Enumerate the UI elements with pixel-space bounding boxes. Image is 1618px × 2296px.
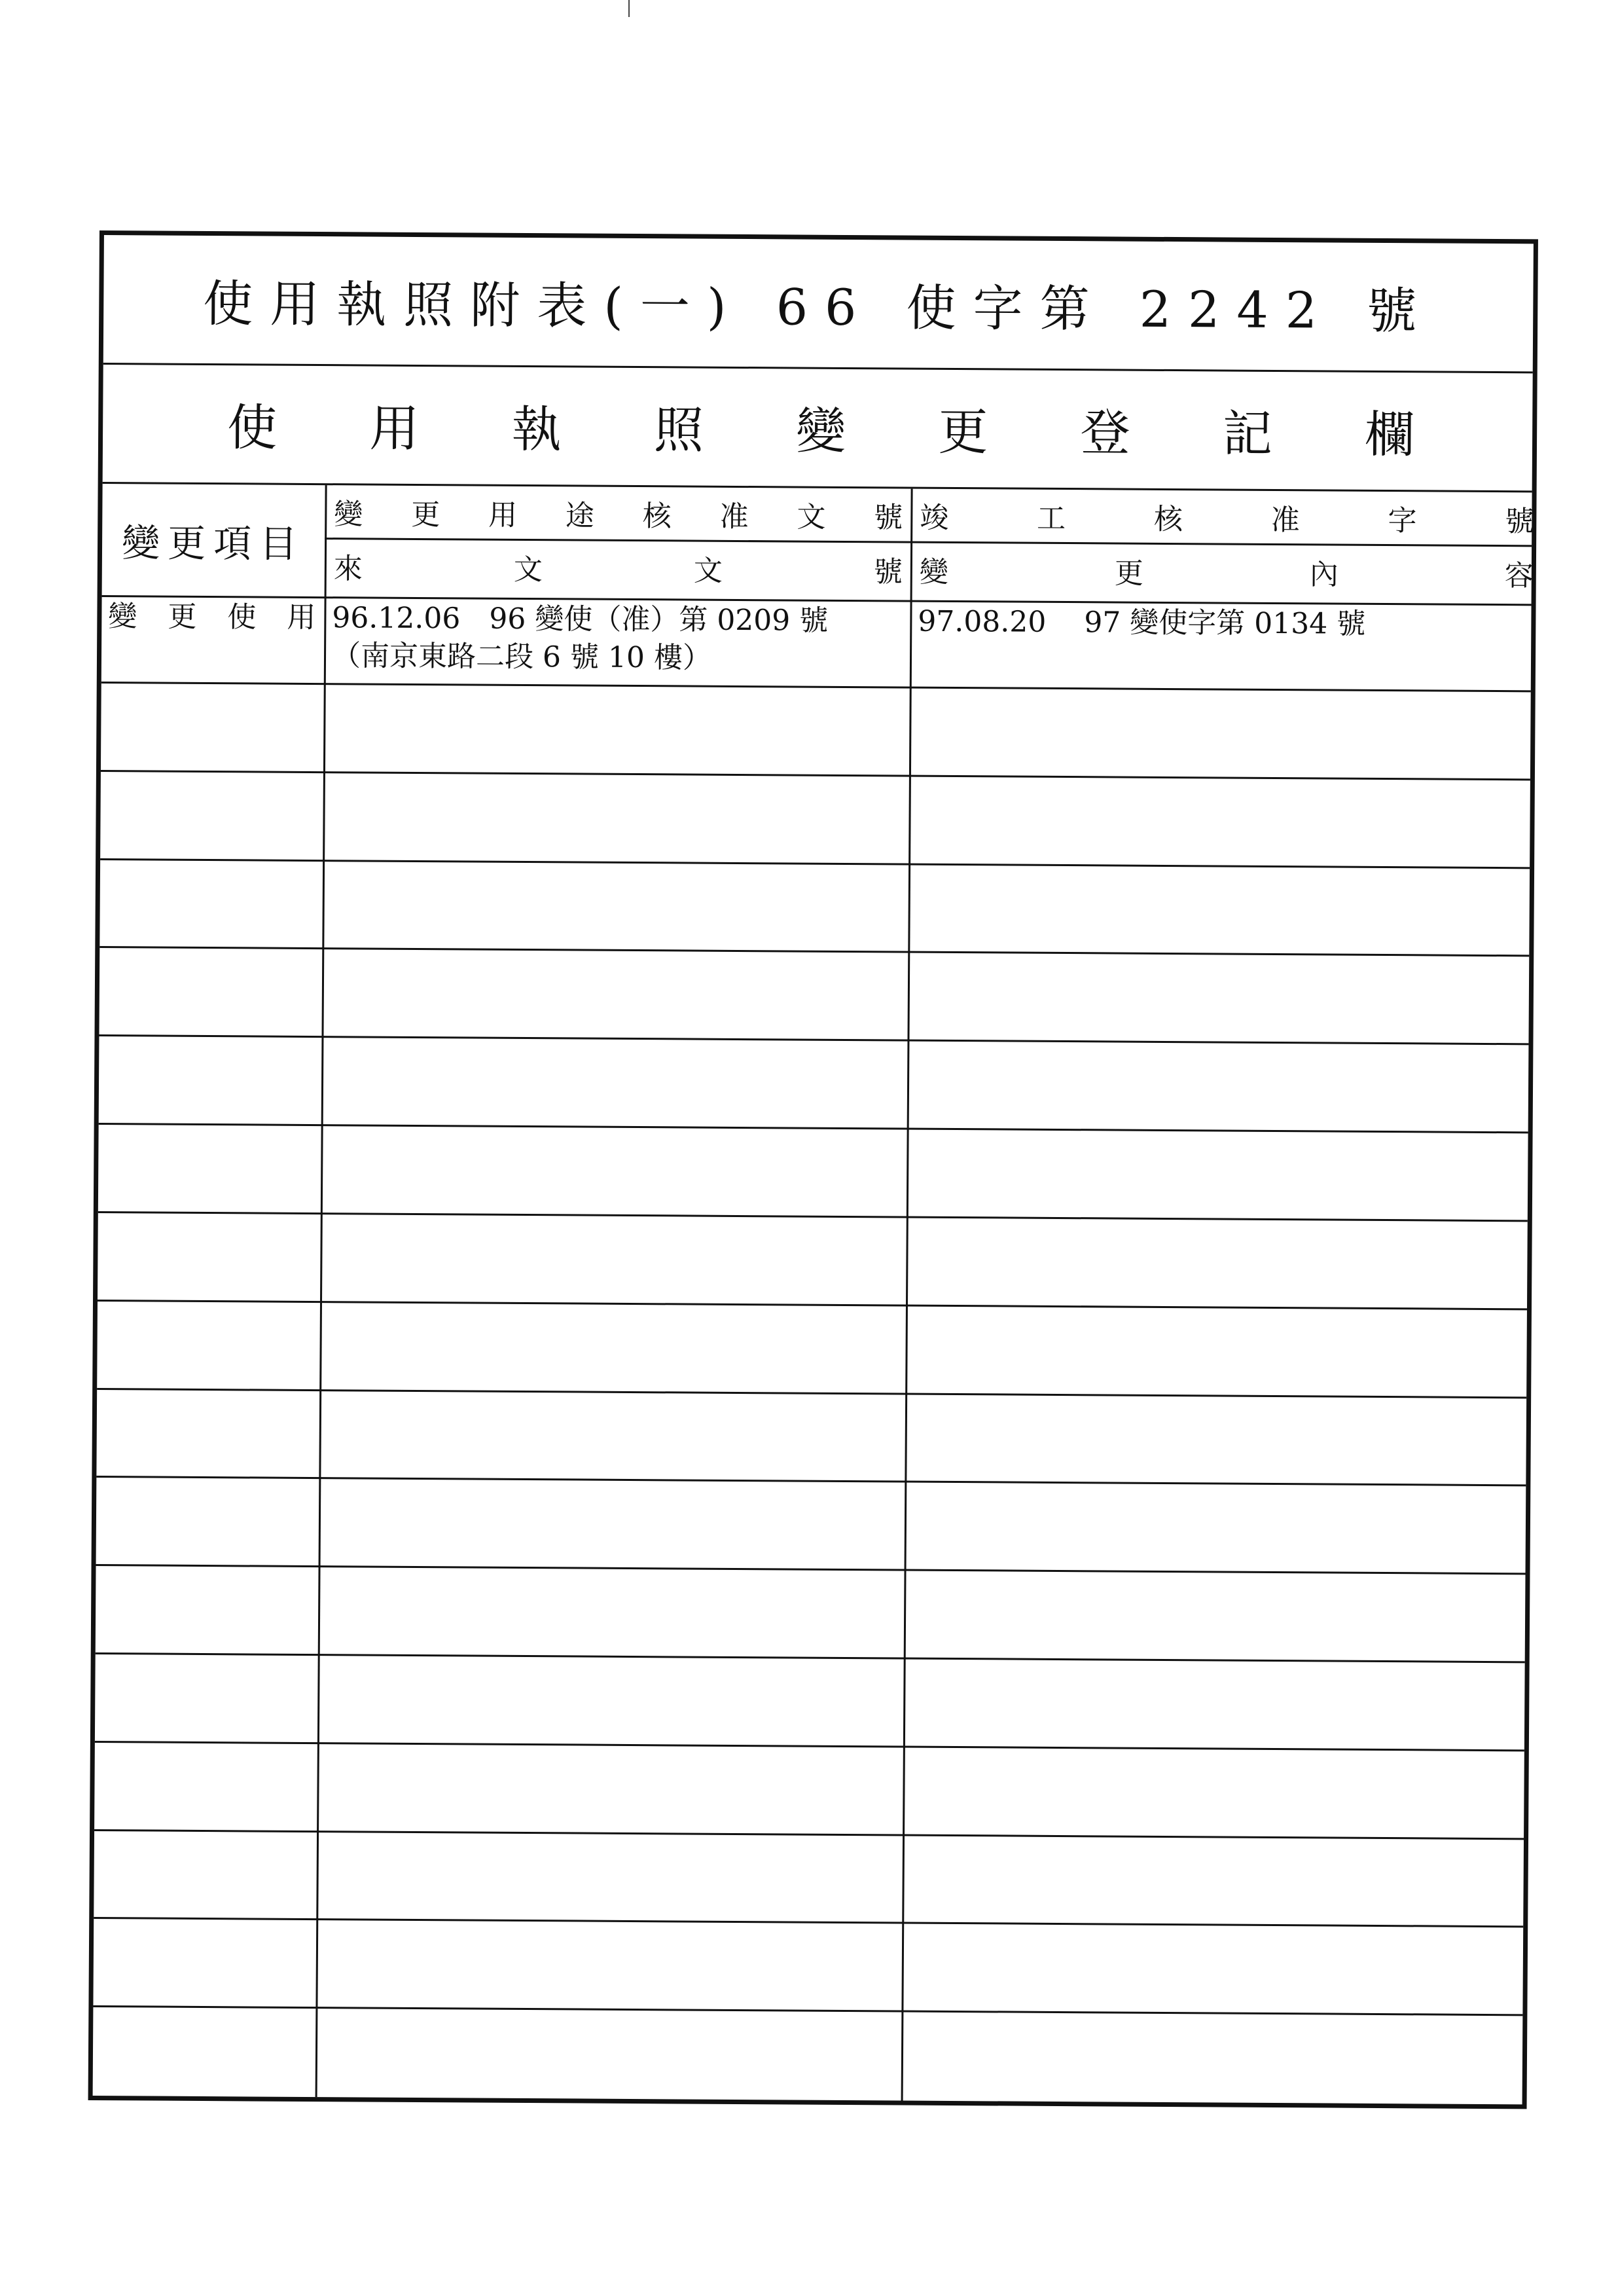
subtitle-char: 記 [1222, 403, 1273, 463]
table-row [93, 1919, 1523, 2016]
header-incoming-doc [329, 539, 908, 595]
header-char: 容 [1504, 559, 1534, 593]
table-header [102, 484, 1532, 606]
entry-completion: 97.08.20 97 變使字第 0134 號 [918, 604, 1366, 641]
header-char: 工 [1036, 501, 1066, 536]
header-completion-no [914, 489, 1536, 545]
table-row [99, 860, 1530, 957]
subtitle-char: 欄 [1364, 405, 1415, 464]
table-row [98, 1125, 1528, 1222]
header-char: 核 [1153, 502, 1183, 537]
header-char: 文 [797, 500, 826, 534]
header-char: 准 [719, 500, 749, 534]
form-subtitle-row [103, 363, 1533, 492]
item-char: 更 [168, 600, 197, 634]
approval-line-2: （南京東路二段 6 號 10 樓） [331, 639, 712, 675]
header-char: 用 [488, 498, 518, 532]
table-row [93, 2007, 1523, 2104]
entry-approval-doc [332, 596, 905, 678]
usage-permit-form [88, 230, 1538, 2109]
subtitle-char: 執 [511, 399, 562, 458]
header-char: 內 [1309, 558, 1339, 592]
subtitle-char: 使 [226, 397, 278, 457]
table-row [94, 1831, 1524, 1928]
header-char: 號 [874, 501, 903, 535]
table-row [98, 1213, 1528, 1310]
header-char: 准 [1270, 503, 1300, 538]
header-char: 核 [642, 500, 672, 534]
header-approval-doc [329, 485, 908, 541]
table-row [97, 1302, 1527, 1398]
header-char: 文 [513, 553, 543, 587]
table-body [93, 595, 1532, 2104]
table-row [96, 1478, 1526, 1575]
table-row [99, 1036, 1529, 1133]
table-row [95, 1654, 1525, 1751]
item-char: 變 [108, 600, 137, 634]
header-char: 變 [334, 498, 363, 532]
form-title: 使用執照附表(一) 66 使字第 2242 號 [203, 274, 1434, 340]
header-char: 文 [693, 554, 723, 588]
subtitle-char: 照 [653, 400, 704, 460]
header-char: 來 [333, 552, 363, 586]
table-row [94, 1743, 1524, 1840]
table-row [96, 1566, 1526, 1663]
header-change-item: 變更項目 [121, 520, 306, 566]
header-change-content [914, 543, 1536, 600]
table-row [99, 948, 1529, 1045]
subtitle-char: 登 [1080, 403, 1130, 462]
header-char: 號 [873, 555, 903, 589]
header-char: 途 [565, 499, 595, 533]
header-char: 竣 [920, 501, 949, 535]
table-row [101, 683, 1531, 780]
subtitle-char: 變 [795, 401, 846, 460]
table-row [96, 1390, 1526, 1487]
subtitle-char: 用 [369, 399, 420, 458]
header-char: 號 [1505, 505, 1534, 539]
header-char: 更 [411, 498, 440, 532]
entry-item [108, 595, 321, 637]
subtitle-char: 更 [938, 402, 988, 461]
top-margin-tick [628, 0, 630, 17]
item-char: 用 [287, 600, 316, 635]
form-title-row [103, 235, 1534, 373]
header-char: 變 [919, 555, 948, 589]
header-char: 更 [1114, 556, 1143, 591]
table-row [101, 595, 1532, 692]
item-char: 使 [227, 600, 257, 634]
table-row [100, 772, 1530, 869]
approval-line-1: 96.12.06 96 變使（准）第 0209 號 [332, 601, 829, 638]
header-char: 字 [1388, 504, 1417, 538]
